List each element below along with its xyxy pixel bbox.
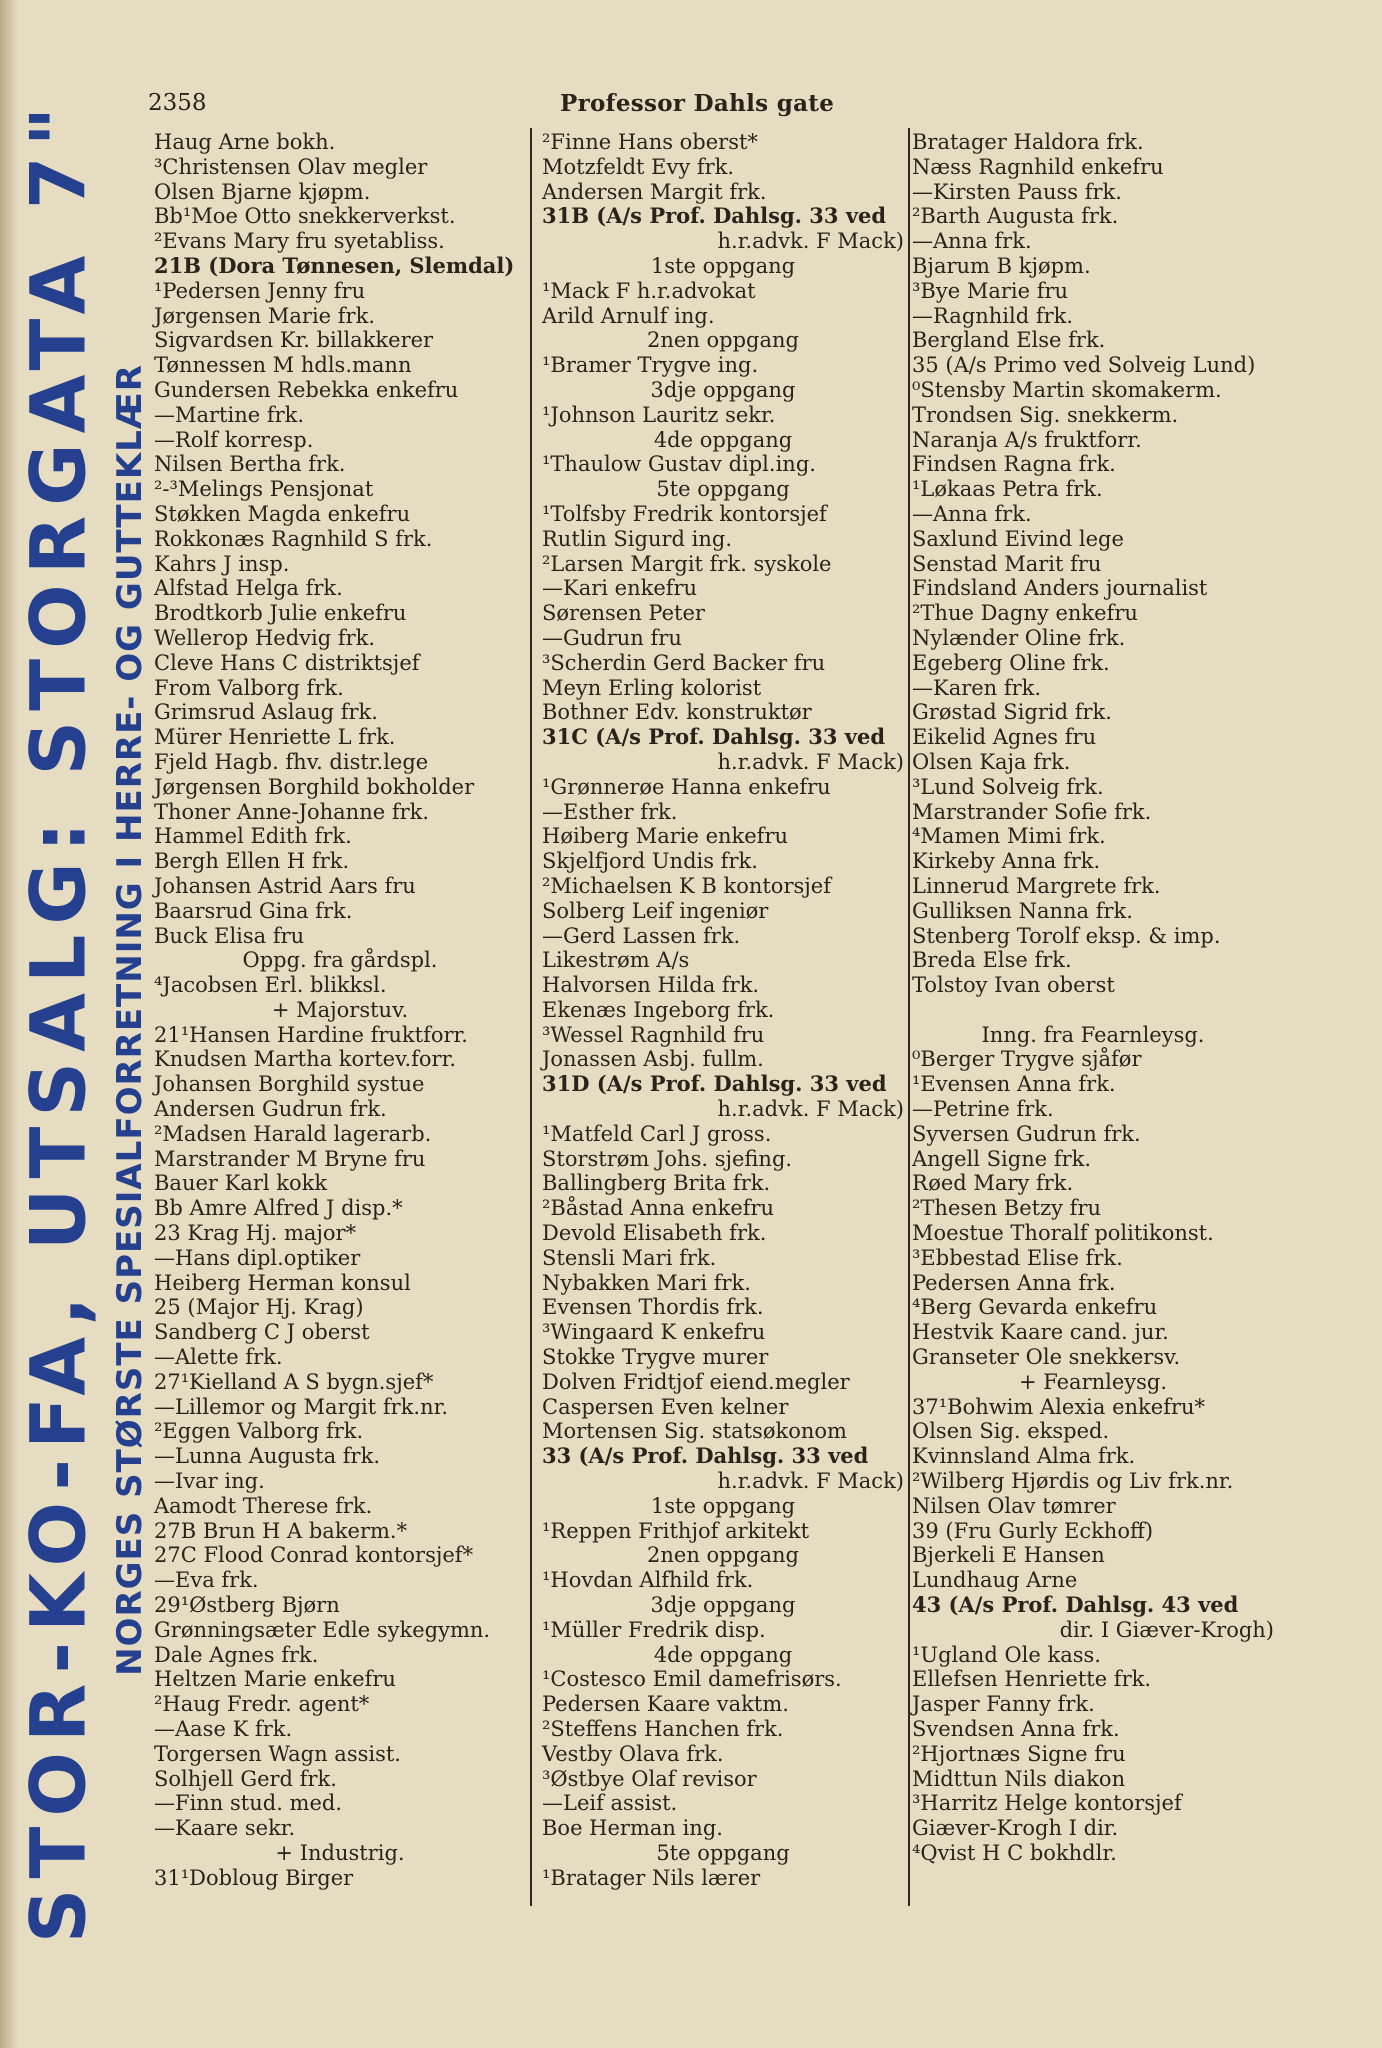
directory-entry: ²Thesen Betzy fru xyxy=(912,1196,1102,1221)
directory-entry: —Hans dipl.optiker xyxy=(154,1245,361,1270)
directory-entry: Bauer Karl kokk xyxy=(154,1171,328,1196)
directory-entry: Hestvik Kaare cand. jur. xyxy=(912,1320,1169,1345)
directory-entry: Motzfeldt Evy frk. xyxy=(542,154,735,179)
directory-entry: Buck Elisa fru xyxy=(154,923,305,948)
directory-entry: 4de oppgang xyxy=(653,427,793,452)
directory-entry: Storstrøm Johs. sjefing. xyxy=(542,1146,793,1171)
directory-entry: Olsen Sig. eksped. xyxy=(912,1419,1110,1444)
directory-entry: ³Scherdin Gerd Backer fru xyxy=(542,650,826,675)
directory-entry: ¹Hovdan Alfhild frk. xyxy=(542,1568,754,1593)
directory-entry: Røed Mary frk. xyxy=(912,1171,1074,1196)
directory-entry: ²Madsen Harald lagerarb. xyxy=(154,1121,432,1146)
directory-entry: Halvorsen Hilda frk. xyxy=(542,973,760,998)
directory-entry: Jørgensen Borghild bokholder xyxy=(154,774,475,799)
directory-entry: 27C Flood Conrad kontorsjef* xyxy=(154,1543,474,1568)
directory-entry: Bratager Haldora frk. xyxy=(912,130,1144,154)
directory-entry: Marstrander Sofie frk. xyxy=(912,799,1152,824)
directory-entry: ²Finne Hans oberst* xyxy=(542,130,758,154)
directory-entry: 5te oppgang xyxy=(656,1840,790,1865)
directory-entry: Arild Arnulf ing. xyxy=(542,303,715,328)
directory-entry: Dolven Fridtjof eiend.megler xyxy=(542,1369,850,1394)
directory-entry: —Kaare sekr. xyxy=(154,1816,296,1841)
directory-entry: Granseter Ole snekkersv. xyxy=(912,1345,1181,1370)
directory-entry: ¹Johnson Lauritz sekr. xyxy=(542,402,776,427)
directory-entry: 31¹Dobloug Birger xyxy=(154,1865,354,1890)
directory-entry: Findsland Anders journalist xyxy=(912,576,1208,601)
directory-entry: Jonassen Asbj. fullm. xyxy=(542,1047,764,1072)
directory-entry: 27¹Kielland A S bygn.sjef* xyxy=(154,1369,434,1394)
directory-entry: 33 (A/s Prof. Dahlsg. 33 ved xyxy=(542,1443,869,1469)
directory-entry: Solberg Leif ingeniør xyxy=(542,898,769,923)
directory-entry: Tønnessen M hdls.mann xyxy=(154,353,412,378)
directory-entry: Marstrander M Bryne fru xyxy=(154,1146,426,1171)
directory-entry: Sørensen Peter xyxy=(542,601,705,626)
directory-entry: ²Hjortnæs Signe fru xyxy=(912,1741,1126,1766)
vertical-advertisement xyxy=(13,96,158,1944)
directory-entry: Kirkeby Anna frk. xyxy=(912,849,1101,874)
directory-entry: —Martine frk. xyxy=(154,402,305,427)
directory-entry: Grønningsæter Edle sykegymn. xyxy=(154,1617,491,1642)
directory-entry: Evensen Thordis frk. xyxy=(542,1295,764,1320)
directory-entry: —Ragnhild frk. xyxy=(912,303,1074,328)
directory-entry: 3dje oppgang xyxy=(650,1593,796,1618)
directory-entry: ²Larsen Margit frk. syskole xyxy=(542,551,832,576)
directory-entry: —Karen frk. xyxy=(912,675,1042,700)
directory-column-2 xyxy=(542,130,904,1891)
directory-entry: 25 (Major Hj. Krag) xyxy=(154,1295,364,1320)
directory-entry: ¹Müller Fredrik disp. xyxy=(542,1617,766,1642)
directory-entry: Olsen Bjarne kjøpm. xyxy=(154,179,371,204)
directory-entry: Angell Signe frk. xyxy=(912,1146,1092,1171)
directory-entry: ²Haug Fredr. agent* xyxy=(154,1692,370,1717)
directory-entry: ¹Reppen Frithjof arkitekt xyxy=(542,1518,810,1543)
directory-entry: Eikelid Agnes fru xyxy=(912,725,1097,750)
directory-entry: 2nen oppgang xyxy=(647,328,799,353)
column-divider xyxy=(908,128,910,1906)
directory-entry: 23 Krag Hj. major* xyxy=(154,1221,357,1246)
directory-entry: ¹Costesco Emil damefrisørs. xyxy=(542,1667,842,1692)
directory-entry: Aamodt Therese frk. xyxy=(154,1493,373,1518)
directory-entry: Caspersen Even kelner xyxy=(542,1394,789,1419)
directory-entry: Dale Agnes frk. xyxy=(154,1642,319,1667)
directory-entry: Pedersen Kaare vaktm. xyxy=(542,1692,789,1717)
directory-entry: ¹Bratager Nils lærer xyxy=(542,1865,761,1890)
directory-entry: ²Steffens Hanchen frk. xyxy=(542,1717,784,1741)
directory-entry: From Valborg frk. xyxy=(154,675,344,700)
directory-entry: —Finn stud. med. xyxy=(154,1791,343,1816)
directory-entry: ¹Mack F h.r.advokat xyxy=(542,278,756,303)
directory-entry: Gulliksen Nanna frk. xyxy=(912,898,1133,923)
directory-entry: + Industrig. xyxy=(275,1840,405,1865)
directory-entry: —Rolf korresp. xyxy=(154,427,314,452)
directory-entry: ¹Evensen Anna frk. xyxy=(912,1072,1116,1097)
directory-entry: ³Østbye Olaf revisor xyxy=(542,1766,757,1791)
directory-entry: Kahrs J insp. xyxy=(154,551,290,576)
directory-entry: Baarsrud Gina frk. xyxy=(154,898,353,923)
directory-entry: —Lillemor og Margit frk.nr. xyxy=(154,1394,449,1419)
directory-column-1 xyxy=(154,130,526,1891)
directory-entry: ⁴Qvist H C bokhdlr. xyxy=(912,1840,1117,1865)
directory-entry: Nilsen Olav tømrer xyxy=(912,1493,1116,1518)
directory-entry: ³Bye Marie fru xyxy=(912,278,1069,303)
directory-entry: Støkken Magda enkefru xyxy=(154,501,411,526)
directory-entry: 4de oppgang xyxy=(653,1642,793,1667)
column-divider xyxy=(530,128,532,1906)
directory-entry: ²Wilberg Hjørdis og Liv frk.nr. xyxy=(912,1469,1234,1494)
directory-entry: 21B (Dora Tønnesen, Slemdal) xyxy=(154,252,515,278)
directory-entry: ¹Thaulow Gustav dipl.ing. xyxy=(542,452,816,477)
directory-entry: Tolstoy Ivan oberst xyxy=(912,973,1115,998)
directory-entry: ³Lund Solveig frk. xyxy=(912,774,1104,799)
directory-entry: Oppg. fra gårdspl. xyxy=(242,948,438,973)
directory-entry: 2nen oppgang xyxy=(647,1543,799,1568)
directory-entry: —Leif assist. xyxy=(542,1791,678,1816)
directory-entry: Andersen Gudrun frk. xyxy=(154,1097,387,1122)
directory-entry: ⁴Mamen Mimi frk. xyxy=(912,824,1106,849)
directory-column-3 xyxy=(912,130,1274,1866)
directory-entry: Olsen Kaja frk. xyxy=(912,749,1071,774)
directory-entry: + Majorstuv. xyxy=(271,997,409,1022)
directory-entry: Jasper Fanny frk. xyxy=(912,1692,1095,1717)
directory-entry: —Eva frk. xyxy=(154,1568,259,1593)
directory-entry: Likestrøm A/s xyxy=(542,948,690,973)
directory-entry: ¹Løkaas Petra frk. xyxy=(912,477,1103,502)
directory-entry: Heltzen Marie enkefru xyxy=(154,1667,396,1692)
directory-entry: Ballingberg Brita frk. xyxy=(542,1171,771,1196)
directory-entry: Vestby Olava frk. xyxy=(542,1741,724,1766)
directory-entry: Moestue Thoralf politikonst. xyxy=(912,1221,1214,1246)
directory-entry: Breda Else frk. xyxy=(912,948,1072,973)
directory-entry: Heiberg Herman konsul xyxy=(154,1270,411,1295)
directory-entry: dir. I Giæver-Krogh) xyxy=(1059,1617,1274,1642)
directory-entry: Knudsen Martha kortev.forr. xyxy=(154,1047,456,1072)
directory-entry: 31C (A/s Prof. Dahlsg. 33 ved xyxy=(542,724,886,750)
directory-entry: —Aase K frk. xyxy=(154,1717,293,1741)
directory-entry: ⁴Jacobsen Erl. blikksl. xyxy=(154,973,387,998)
directory-entry: Svendsen Anna frk. xyxy=(912,1717,1120,1741)
page-number: 2358 xyxy=(148,90,207,116)
directory-entry: 21¹Hansen Hardine fruktforr. xyxy=(154,1022,468,1047)
directory-entry: —Lunna Augusta frk. xyxy=(154,1444,380,1469)
directory-entry: Bjerkeli E Hansen xyxy=(912,1543,1105,1568)
directory-entry: 1ste oppgang xyxy=(650,1493,796,1518)
directory-entry: Saxlund Eivind lege xyxy=(912,526,1124,551)
directory-entry: Ellefsen Henriette frk. xyxy=(912,1667,1152,1692)
directory-entry: —Gerd Lassen frk. xyxy=(542,923,741,948)
directory-entry: 29¹Østberg Bjørn xyxy=(154,1593,340,1618)
directory-entry: Bergland Else frk. xyxy=(912,328,1106,353)
directory-entry: ²-³Melings Pensjonat xyxy=(154,477,374,502)
directory-entry: ³Christensen Olav megler xyxy=(154,154,428,179)
directory-entry: ²Michaelsen K B kontorsjef xyxy=(542,873,831,898)
directory-entry: Nybakken Mari frk. xyxy=(542,1270,751,1295)
directory-entry: ¹Matfeld Carl J gross. xyxy=(542,1121,772,1146)
directory-entry: Rutlin Sigurd ing. xyxy=(542,526,732,551)
directory-entry: Thoner Anne-Johanne frk. xyxy=(154,799,430,824)
directory-entry: Trondsen Sig. snekkerm. xyxy=(912,402,1179,427)
directory-entry: ¹Bramer Trygve ing. xyxy=(542,353,759,378)
directory-entry: 37¹Bohwim Alexia enkefru* xyxy=(912,1394,1206,1419)
directory-entry: Haug Arne bokh. xyxy=(154,130,336,154)
directory-entry: Wellerop Hedvig frk. xyxy=(154,625,376,650)
directory-entry: + Fearnleysg. xyxy=(1018,1369,1168,1394)
directory-entry: Høiberg Marie enkefru xyxy=(542,824,789,849)
directory-entry: —Petrine frk. xyxy=(912,1097,1054,1122)
directory-entry: Kvinnsland Alma frk. xyxy=(912,1444,1136,1469)
directory-entry: Brodtkorb Julie enkefru xyxy=(154,601,407,626)
directory-entry: Senstad Marit fru xyxy=(912,551,1102,576)
directory-entry: Devold Elisabeth frk. xyxy=(542,1221,767,1246)
directory-entry: ²Evans Mary fru syetabliss. xyxy=(154,229,445,254)
directory-entry: 5te oppgang xyxy=(656,477,790,502)
directory-entry: h.r.advk. F Mack) xyxy=(717,1469,904,1494)
directory-entry: Lundhaug Arne xyxy=(912,1568,1078,1593)
directory-entry: h.r.advk. F Mack) xyxy=(717,1097,904,1122)
directory-entry: Cleve Hans C distriktsjef xyxy=(154,650,420,675)
directory-entry: Næss Ragnhild enkefru xyxy=(912,154,1164,179)
directory-entry: ³Ebbestad Elise frk. xyxy=(912,1245,1123,1270)
page-title: Professor Dahls gate xyxy=(560,90,835,117)
directory-entry: Johansen Astrid Aars fru xyxy=(154,873,416,898)
directory-entry: Jørgensen Marie frk. xyxy=(154,303,375,328)
directory-entry: 27B Brun H A bakerm.* xyxy=(154,1518,408,1543)
directory-entry: —Kirsten Pauss frk. xyxy=(912,179,1122,204)
directory-entry: Solhjell Gerd frk. xyxy=(154,1766,337,1791)
directory-entry: ⁰Stensby Martin skomakerm. xyxy=(912,377,1222,402)
directory-entry: Sandberg C J oberst xyxy=(154,1320,370,1345)
directory-entry: Findsen Ragna frk. xyxy=(912,452,1116,477)
directory-entry: h.r.advk. F Mack) xyxy=(717,749,904,774)
directory-entry: ⁴Berg Gevarda enkefru xyxy=(912,1295,1158,1320)
directory-entry: —Kari enkefru xyxy=(542,576,698,601)
directory-entry: ²Båstad Anna enkefru xyxy=(542,1196,775,1221)
directory-entry: Torgersen Wagn assist. xyxy=(154,1741,401,1766)
directory-entry: 31B (A/s Prof. Dahlsg. 33 ved xyxy=(542,203,887,229)
directory-entry: Stenberg Torolf eksp. & imp. xyxy=(912,923,1221,948)
directory-entry: Fjeld Hagb. fhv. distr.lege xyxy=(154,749,429,774)
directory-entry: Nylænder Oline frk. xyxy=(912,625,1126,650)
spacer xyxy=(912,998,1274,1023)
directory-entry: 35 (A/s Primo ved Solveig Lund) xyxy=(912,353,1256,378)
directory-entry: Giæver-Krogh I dir. xyxy=(912,1816,1119,1841)
directory-entry: ³Wingaard K enkefru xyxy=(542,1320,766,1345)
directory-entry: Skjelfjord Undis frk. xyxy=(542,849,758,874)
directory-entry: —Alette frk. xyxy=(154,1345,283,1370)
directory-entry: Bb¹Moe Otto snekkerverkst. xyxy=(154,204,456,229)
directory-entry: ³Wessel Ragnhild fru xyxy=(542,1022,765,1047)
directory-entry: Stokke Trygve murer xyxy=(542,1345,769,1370)
directory-entry: Ekenæs Ingeborg frk. xyxy=(542,997,775,1022)
directory-entry: Pedersen Anna frk. xyxy=(912,1270,1116,1295)
directory-entry: Bothner Edv. konstruktør xyxy=(542,700,812,725)
directory-entry: h.r.advk. F Mack) xyxy=(717,229,904,254)
directory-entry: Syversen Gudrun frk. xyxy=(912,1121,1141,1146)
directory-entry: —Anna frk. xyxy=(912,501,1032,526)
directory-entry: Johansen Borghild systue xyxy=(154,1072,425,1097)
directory-entry: Mürer Henriette L frk. xyxy=(154,725,396,750)
directory-entry: Gundersen Rebekka enkefru xyxy=(154,377,459,402)
directory-entry: Boe Herman ing. xyxy=(542,1816,723,1841)
directory-entry: Egeberg Oline frk. xyxy=(912,650,1110,675)
directory-entry: ⁰Berger Trygve sjåfør xyxy=(912,1047,1142,1072)
directory-entry: Linnerud Margrete frk. xyxy=(912,873,1161,898)
advertisement-line-1: STOR-KO-FA, UTSALG: STORGATA 7" xyxy=(13,96,103,1944)
advertisement-line-2: NORGES STØRSTE SPESIALFORRETNING I HERRE- OG GUTTEKLÆR xyxy=(110,364,150,1676)
directory-entry: Bergh Ellen H frk. xyxy=(154,849,350,874)
directory-entry: Hammel Edith frk. xyxy=(154,824,352,849)
directory-entry: 31D (A/s Prof. Dahlsg. 33 ved xyxy=(542,1071,887,1097)
directory-entry: Inng. fra Fearnleysg. xyxy=(981,1022,1205,1047)
directory-entry: —Esther frk. xyxy=(542,799,678,824)
directory-entry: 3dje oppgang xyxy=(650,377,796,402)
directory-entry: Andersen Margit frk. xyxy=(542,179,767,204)
directory-entry: ¹Grønnerøe Hanna enkefru xyxy=(542,774,831,799)
directory-entry: ¹Tolfsby Fredrik kontorsjef xyxy=(542,501,827,526)
directory-entry: 39 (Fru Gurly Eckhoff) xyxy=(912,1518,1154,1543)
directory-entry: Bjarum B kjøpm. xyxy=(912,253,1091,278)
directory-entry: ³Harritz Helge kontorsjef xyxy=(912,1791,1182,1816)
directory-entry: ¹Ugland Ole kass. xyxy=(912,1642,1101,1667)
directory-entry: ²Eggen Valborg frk. xyxy=(154,1419,364,1444)
directory-entry: Grøstad Sigrid frk. xyxy=(912,700,1112,725)
directory-entry: 1ste oppgang xyxy=(650,253,796,278)
directory-entry: Mortensen Sig. statsøkonom xyxy=(542,1419,847,1444)
directory-entry: 43 (A/s Prof. Dahlsg. 43 ved xyxy=(912,1592,1239,1618)
directory-entry: Meyn Erling kolorist xyxy=(542,675,762,700)
directory-entry: —Ivar ing. xyxy=(154,1469,265,1494)
directory-entry: Bb Amre Alfred J disp.* xyxy=(154,1196,403,1221)
directory-entry: ²Thue Dagny enkefru xyxy=(912,601,1138,626)
directory-entry: Sigvardsen Kr. billakkerer xyxy=(154,328,434,353)
directory-entry: —Anna frk. xyxy=(912,229,1032,254)
directory-entry: —Gudrun fru xyxy=(542,625,682,650)
directory-entry: Rokkonæs Ragnhild S frk. xyxy=(154,526,433,551)
directory-entry: ²Barth Augusta frk. xyxy=(912,204,1119,229)
directory-entry: Stensli Mari frk. xyxy=(542,1245,717,1270)
directory-entry: ¹Pedersen Jenny fru xyxy=(154,278,366,303)
directory-entry: Naranja A/s fruktforr. xyxy=(912,427,1142,452)
directory-entry: Alfstad Helga frk. xyxy=(154,576,343,601)
directory-entry: Nilsen Bertha frk. xyxy=(154,452,346,477)
directory-entry: Midttun Nils diakon xyxy=(912,1766,1126,1791)
directory-entry: Grimsrud Aslaug frk. xyxy=(154,700,378,725)
